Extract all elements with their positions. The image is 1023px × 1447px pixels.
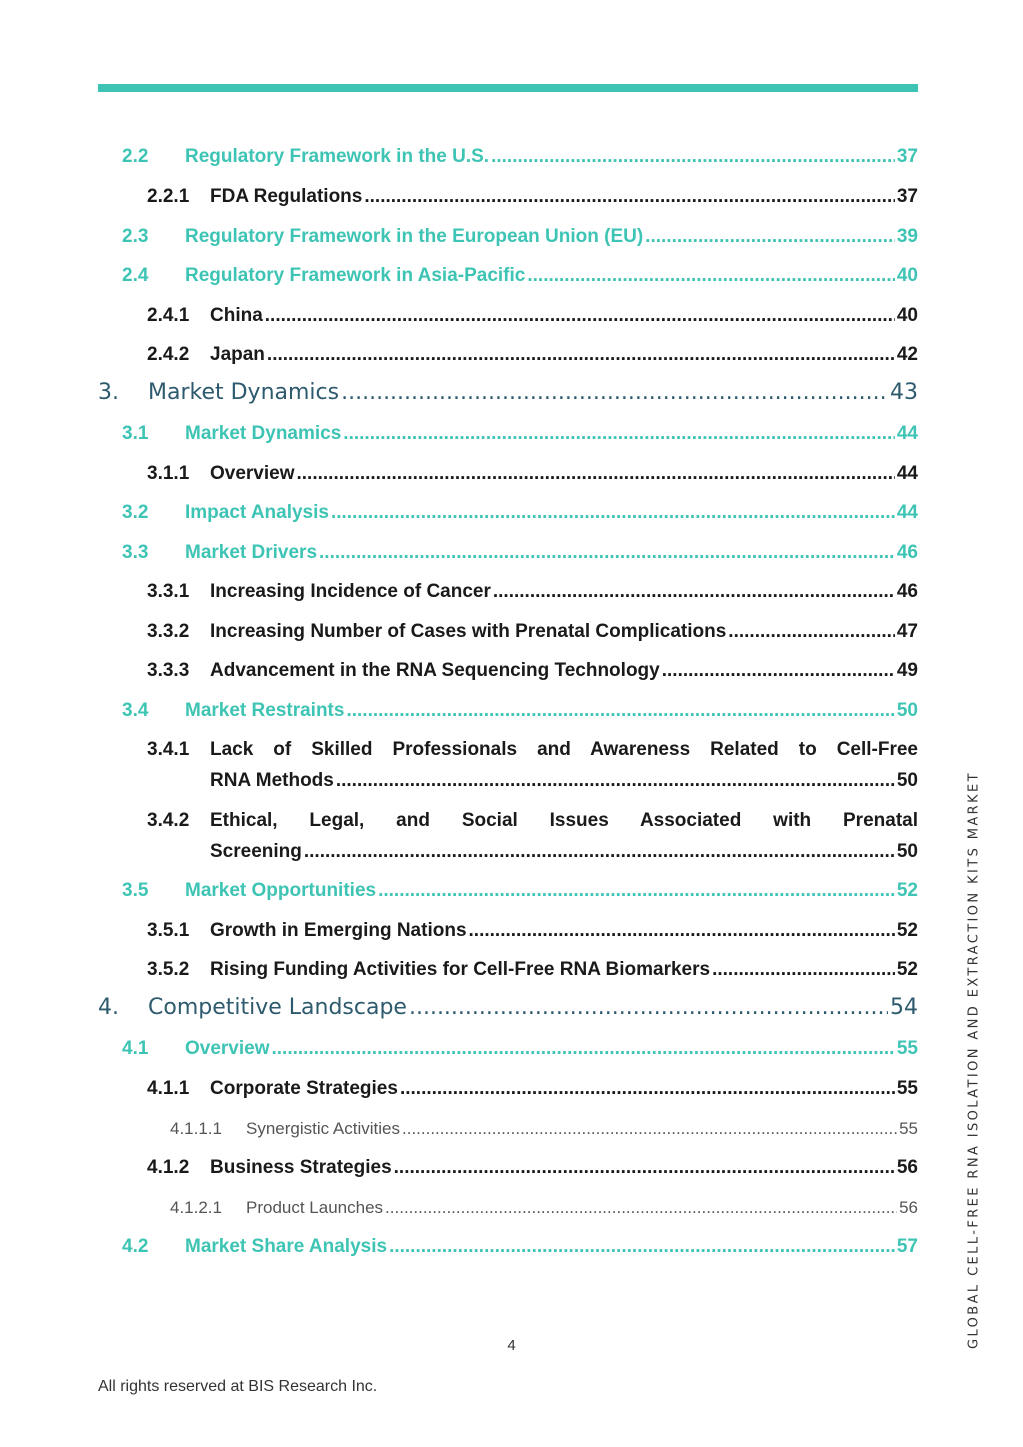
header-rule <box>98 84 918 92</box>
toc-entry-3-4-1[interactable] <box>147 739 918 792</box>
toc-number: 3.1 <box>122 423 149 444</box>
toc-number: 2.4.2 <box>147 344 190 365</box>
toc-number: 4. <box>98 995 119 1020</box>
toc-page: 52 <box>896 959 918 980</box>
toc-title-line1: Lack of Skilled Professionals and Awareness Related to Cell-Free <box>210 739 918 760</box>
toc-entry-3-5[interactable] <box>122 880 918 902</box>
toc-page: 39 <box>896 226 918 247</box>
toc-title: Competitive Landscape <box>148 995 407 1020</box>
toc-number: 3.2 <box>122 502 149 523</box>
dot-leader <box>267 344 895 366</box>
dot-leader <box>527 265 895 287</box>
dot-leader <box>402 1119 897 1139</box>
dot-leader <box>728 621 895 643</box>
dot-leader <box>385 1198 897 1218</box>
dot-leader <box>409 995 888 1020</box>
toc-title: Increasing Incidence of Cancer <box>210 581 491 602</box>
toc-number: 3.3.2 <box>147 621 190 642</box>
toc-page: 57 <box>896 1236 918 1257</box>
toc-page: 56 <box>899 1198 918 1217</box>
toc-page: 40 <box>896 305 918 326</box>
toc-number: 3.3.1 <box>147 581 190 602</box>
dot-leader <box>319 542 895 564</box>
toc-entry-4-1-1[interactable] <box>147 1078 918 1100</box>
toc-entry-3-1-1[interactable] <box>147 463 918 485</box>
toc-title: Market Opportunities <box>185 880 377 901</box>
toc-entry-4-1-2[interactable] <box>147 1157 918 1179</box>
toc-title: Product Launches <box>246 1198 384 1217</box>
toc-title: Market Restraints <box>185 700 345 721</box>
toc-entry-3-3-3[interactable] <box>147 660 918 682</box>
toc-page: 37 <box>896 146 918 167</box>
toc-title: Synergistic Activities <box>246 1119 400 1138</box>
toc-number: 3.4.1 <box>147 739 190 760</box>
toc-entry-4-1-1-1[interactable] <box>170 1119 918 1139</box>
dot-leader <box>341 380 888 405</box>
dot-leader <box>394 1157 895 1179</box>
toc-title: Increasing Number of Cases with Prenatal Complications <box>210 621 727 642</box>
toc-title: Rising Funding Activities for Cell-Free RNA Biomarkers <box>210 959 711 980</box>
dot-leader <box>272 1038 895 1060</box>
toc-number: 4.1.2 <box>147 1157 190 1178</box>
toc-entry-3-5-1[interactable] <box>147 920 918 942</box>
dot-leader <box>400 1078 895 1100</box>
toc-page: 50 <box>896 770 918 791</box>
dot-leader <box>343 423 895 445</box>
toc-page: 55 <box>896 1078 918 1099</box>
toc-page: 55 <box>899 1119 918 1138</box>
toc-entry-2-4-2[interactable] <box>147 344 918 366</box>
toc-title: Regulatory Framework in the U.S. <box>185 146 490 167</box>
toc-number: 2.2.1 <box>147 186 190 207</box>
dot-leader <box>304 841 895 863</box>
toc-page: 46 <box>896 542 918 563</box>
toc-title: Market Drivers <box>185 542 318 563</box>
toc-title-line1: Ethical, Legal, and Social Issues Associated with Prenatal <box>210 810 918 831</box>
toc-title: Overview <box>185 1038 270 1059</box>
dot-leader <box>389 1236 895 1258</box>
toc-title: China <box>210 305 263 326</box>
toc-page: 47 <box>896 621 918 642</box>
toc-page: 43 <box>890 380 918 405</box>
toc-entry-3-3-2[interactable] <box>147 621 918 643</box>
toc-title: Overview <box>210 463 295 484</box>
toc-entry-3-4[interactable] <box>122 700 918 722</box>
dot-leader <box>491 146 895 168</box>
toc-entry-2-4[interactable] <box>122 265 918 287</box>
toc-entry-3-4-2[interactable] <box>147 810 918 863</box>
toc-page: 42 <box>896 344 918 365</box>
dot-leader <box>364 186 895 208</box>
toc-entry-2-2-1[interactable] <box>147 186 918 208</box>
toc-number: 2.3 <box>122 226 149 247</box>
toc-number: 2.4.1 <box>147 305 190 326</box>
toc-entry-3-3-1[interactable] <box>147 581 918 603</box>
toc-chapter-3[interactable] <box>98 380 918 405</box>
dot-leader <box>346 700 894 722</box>
toc-title: Advancement in the RNA Sequencing Technology <box>210 660 660 681</box>
dot-leader <box>297 463 895 485</box>
toc-number: 3.3 <box>122 542 149 563</box>
toc-title: Market Share Analysis <box>185 1236 388 1257</box>
toc-number: 3.5.2 <box>147 959 190 980</box>
toc-entry-3-3[interactable] <box>122 542 918 564</box>
toc-page: 44 <box>896 502 918 523</box>
toc-number: 3.4 <box>122 700 149 721</box>
page-number: 4 <box>507 1337 516 1354</box>
toc-title-line2: Screening <box>210 841 302 862</box>
toc-page: 52 <box>896 880 918 901</box>
toc-page: 52 <box>896 920 918 941</box>
toc-entry-3-5-2[interactable] <box>147 959 918 981</box>
toc-page: 49 <box>896 660 918 681</box>
toc-number: 4.1.1.1 <box>170 1119 222 1138</box>
toc-page: 40 <box>896 265 918 286</box>
toc-page: 54 <box>890 995 918 1020</box>
footer-copyright: All rights reserved at BIS Research Inc. <box>98 1378 378 1395</box>
toc-title: Market Dynamics <box>185 423 342 444</box>
toc-number: 3.3.3 <box>147 660 190 681</box>
toc-entry-4-1[interactable] <box>122 1038 918 1060</box>
toc-number: 2.2 <box>122 146 149 167</box>
toc-entry-3-1[interactable] <box>122 423 918 445</box>
toc-title: Regulatory Framework in the European Union (EU) <box>185 226 644 247</box>
toc-title-line2: RNA Methods <box>210 770 334 791</box>
toc-page: 56 <box>896 1157 918 1178</box>
toc-entry-3-2[interactable] <box>122 502 918 524</box>
toc-title: FDA Regulations <box>210 186 363 207</box>
toc-entry-4-2[interactable] <box>122 1236 918 1258</box>
toc-number: 4.1 <box>122 1038 149 1059</box>
dot-leader <box>662 660 895 682</box>
toc-number: 4.1.2.1 <box>170 1198 222 1217</box>
dot-leader <box>265 305 895 327</box>
dot-leader <box>469 920 895 942</box>
toc-title: Growth in Emerging Nations <box>210 920 467 941</box>
toc-number: 3.4.2 <box>147 810 190 831</box>
toc-number: 3.5 <box>122 880 149 901</box>
toc-number: 4.1.1 <box>147 1078 190 1099</box>
toc-page: 37 <box>896 186 918 207</box>
toc-number: 3.1.1 <box>147 463 190 484</box>
toc-number: 3.5.1 <box>147 920 190 941</box>
toc-page: 50 <box>896 700 918 721</box>
toc-entry-4-1-2-1[interactable] <box>170 1198 918 1218</box>
dot-leader <box>712 959 895 981</box>
toc-page: 46 <box>896 581 918 602</box>
report-side-title: GLOBAL CELL-FREE RNA ISOLATION AND EXTRACTION KITS MARKET <box>966 771 982 1349</box>
toc-entry-2-4-1[interactable] <box>147 305 918 327</box>
toc-entry-2-2[interactable] <box>122 146 918 168</box>
toc-title: Japan <box>210 344 265 365</box>
toc-number: 2.4 <box>122 265 149 286</box>
dot-leader <box>645 226 895 248</box>
toc-number: 4.2 <box>122 1236 149 1257</box>
toc-page: 44 <box>896 423 918 444</box>
toc-number: 3. <box>98 380 119 405</box>
toc-page: 44 <box>896 463 918 484</box>
toc-page: 55 <box>896 1038 918 1059</box>
dot-leader <box>493 581 895 603</box>
toc-title: Market Dynamics <box>148 380 340 405</box>
toc-entry-2-3[interactable] <box>122 226 918 248</box>
toc-page: 50 <box>896 841 918 862</box>
toc-chapter-4[interactable] <box>98 995 918 1020</box>
toc-title: Impact Analysis <box>185 502 329 523</box>
dot-leader <box>331 502 895 524</box>
dot-leader <box>378 880 895 902</box>
toc-title: Corporate Strategies <box>210 1078 398 1099</box>
toc-title: Business Strategies <box>210 1157 392 1178</box>
toc-title: Regulatory Framework in Asia-Pacific <box>185 265 526 286</box>
dot-leader <box>336 770 895 792</box>
